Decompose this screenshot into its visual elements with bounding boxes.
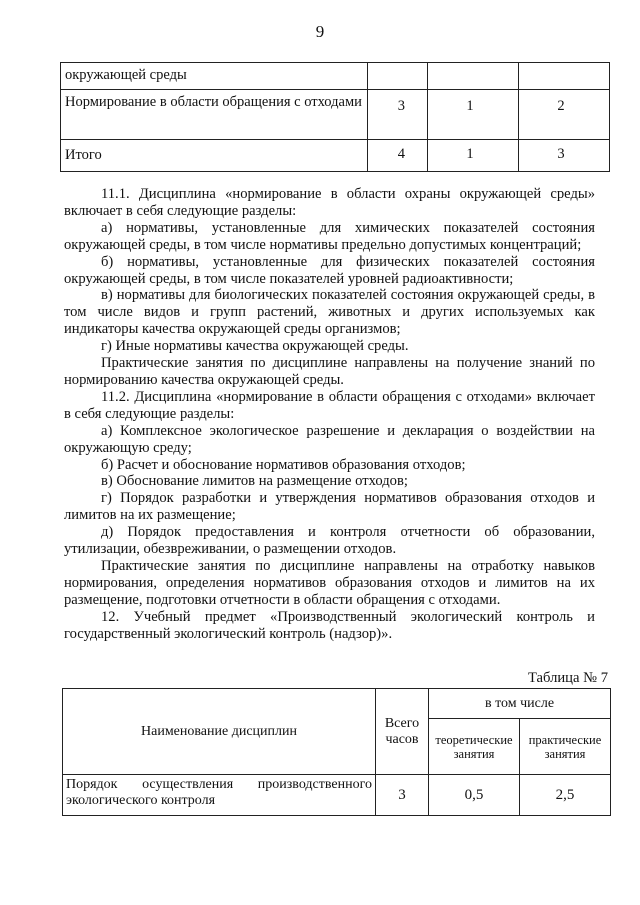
practice-hours-cell: 2 [519,90,610,140]
practical-note: Практические занятия по дисциплине направлены на отработку навыков нормирования, определения нормативов образования отходов и лимитов на их размещение, подготовки отчетности в области обращения с отходами. [64,557,595,608]
list-item: б) нормативы, установленные для физических показателей состояния окружающей среды, в том числе показателей уровней радиоактивности; [64,253,595,287]
discipline-name-cell: Порядок осуществления производственного экологического контроля [63,775,376,816]
list-item: б) Расчет и обоснование нормативов образования отходов; [101,456,466,473]
practical-note: Практические занятия по дисциплине направлены на получение знаний по нормированию качества окружающей среды. [64,355,595,388]
theory-hours-cell: 1 [428,90,519,140]
document-body [64,186,595,642]
discipline-name-cell: окружающей среды [61,63,368,90]
practice-hours-cell [519,63,610,90]
total-hours-cell: 3 [376,775,429,816]
table-row [61,90,610,140]
total-hours-cell: 3 [368,90,428,140]
list-item: а) нормативы, установленные для химических показателей состояния окружающей среды, в том числе нормативы предельно допустимых концентраций; [64,219,595,253]
section-12-heading: 12. Учебный предмет «Производственный экологический контроль и государственный экологический контроль (надзор)». [64,608,595,642]
total-row [61,140,610,172]
header-total-hours: Всего часов [376,689,429,775]
list-item: а) Комплексное экологическое разрешение и декларация о воздействии на окружающую среду; [64,422,595,456]
practice-hours-cell: 2,5 [520,775,611,816]
total-label-cell: Итого [61,140,368,172]
table-row [61,63,610,90]
list-item: в) нормативы для биологических показателей состояния окружающей среды, в том числе видов и групп растений, животных и других используемых как индикаторы качества окружающей среды организмов; [64,287,595,338]
header-including: в том числе [429,689,611,719]
header-discipline-name: Наименование дисциплин [63,689,376,775]
list-item: д) Порядок предоставления и контроля отчетности об образовании, утилизации, обезвреживании, о размещении отходов. [64,524,595,558]
theory-hours-cell [428,63,519,90]
table-row [63,775,611,816]
total-hours-cell [368,63,428,90]
discipline-name-cell: Нормирование в области обращения с отходами [61,90,368,140]
list-item: г) Иные нормативы качества окружающей среды. [101,338,409,355]
section-11-2-intro: 11.2. Дисциплина «нормирование в области обращения с отходами» включает в себя следующие разделы: [64,388,595,422]
table-header-row [63,689,611,719]
list-item: г) Порядок разработки и утверждения нормативов образования отходов и лимитов на их размещение; [64,490,595,524]
section-11-1-intro: 11.1. Дисциплина «нормирование в области охраны окружающей среды» включает в себя следующие разделы: [64,186,595,219]
list-item: в) Обоснование лимитов на размещение отходов; [101,473,408,490]
hours-table-continued [60,62,610,172]
page-number: 9 [315,22,325,41]
header-theory: теоретические занятия [429,719,520,775]
theory-hours-cell: 1 [428,140,519,172]
table-caption: Таблица № 7 [528,670,608,686]
practice-hours-cell: 3 [519,140,610,172]
total-hours-cell: 4 [368,140,428,172]
table-7 [62,688,611,816]
header-practice: практические занятия [520,719,611,775]
theory-hours-cell: 0,5 [429,775,520,816]
